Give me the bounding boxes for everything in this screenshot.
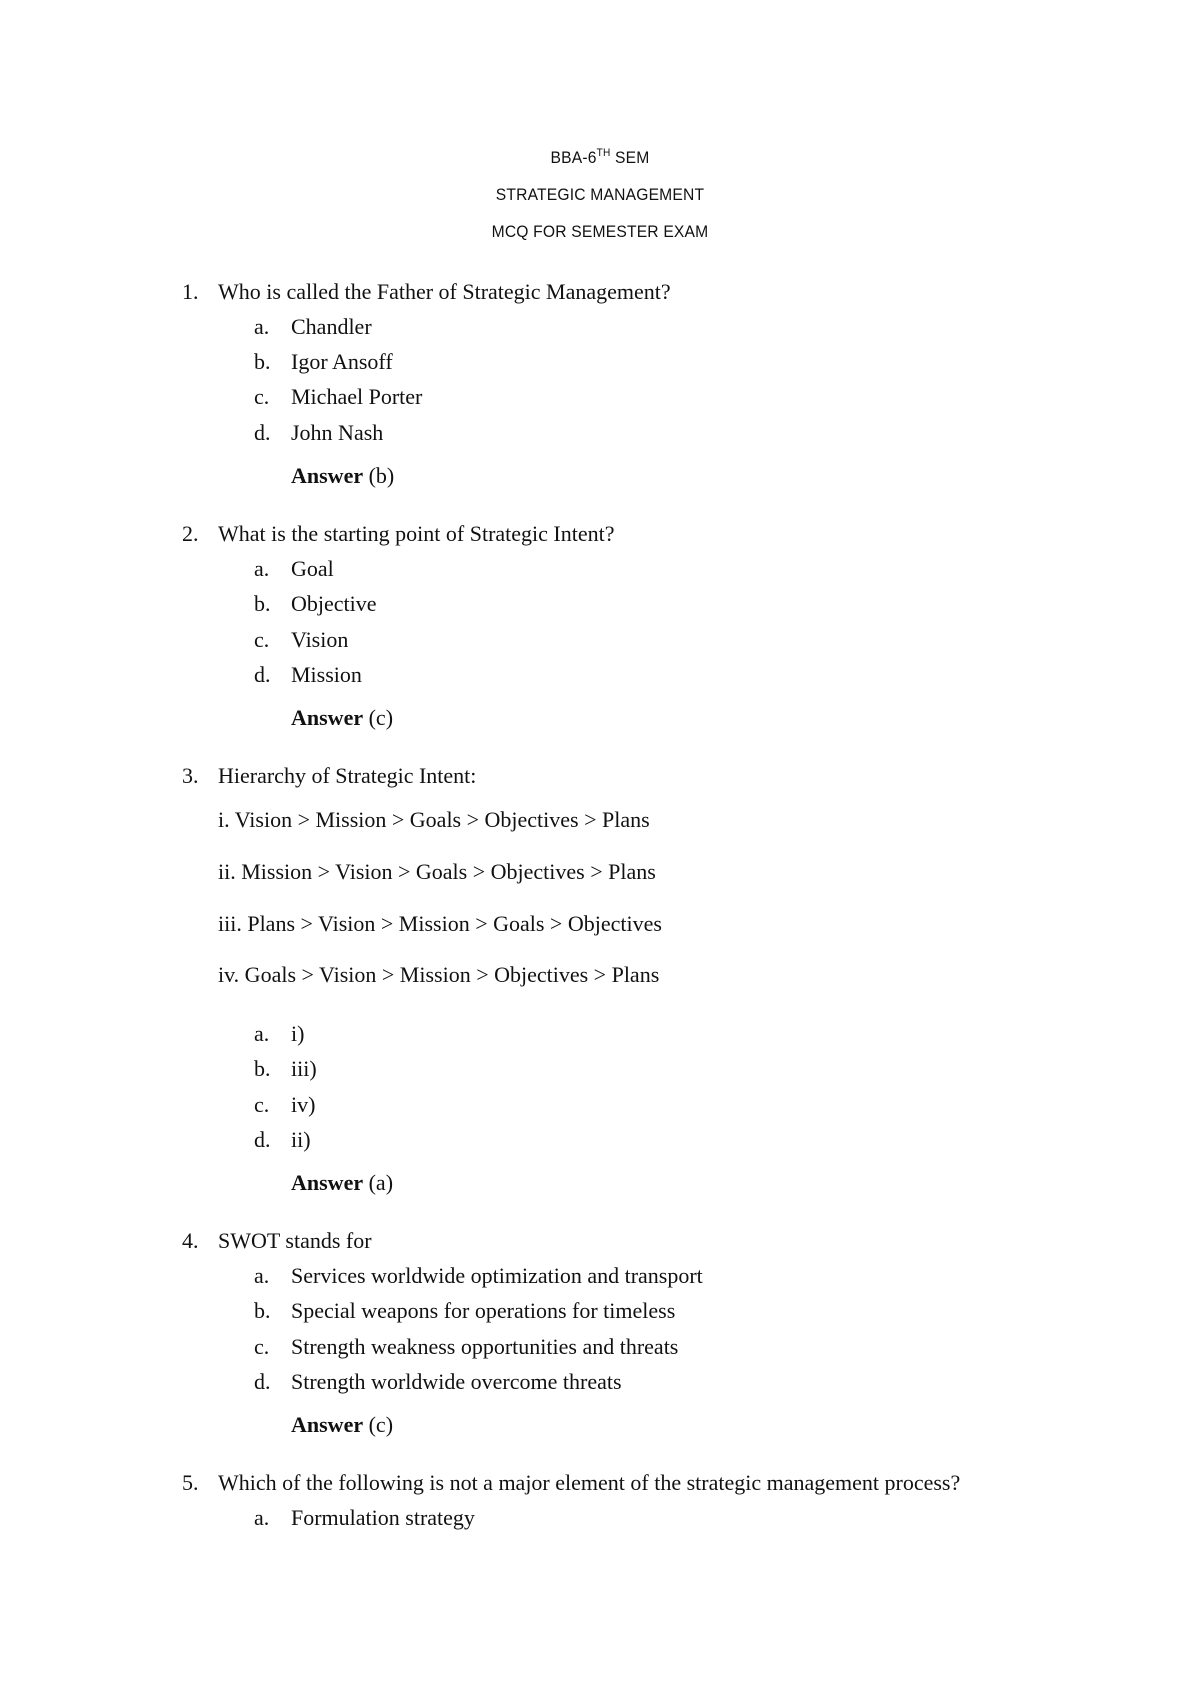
option-letter: b.: [254, 349, 271, 374]
course-title: [48, 147, 1152, 168]
question-text: Who is called the Father of Strategic Management?: [218, 279, 671, 304]
option-text: Goal: [291, 556, 334, 581]
answer-value: (c): [368, 705, 394, 730]
option-letter: d.: [254, 420, 271, 445]
course-title-superscript: TH: [596, 147, 611, 159]
option-letter: d.: [254, 662, 271, 687]
option-text: Special weapons for operations for timeless: [291, 1298, 676, 1323]
option-text: ii): [291, 1127, 311, 1152]
statement-line: iii. Plans > Vision > Mission > Goals > Objectives: [218, 911, 662, 936]
question-number: 5.: [182, 1470, 199, 1495]
statement-line: ii. Mission > Vision > Goals > Objectives > Plans: [218, 859, 656, 884]
option-letter: b.: [254, 1056, 271, 1081]
option-text: Objective: [291, 591, 377, 616]
option-text: Strength worldwide overcome threats: [291, 1369, 622, 1394]
answer-label: Answer: [291, 1412, 364, 1437]
option-text: Igor Ansoff: [291, 349, 393, 374]
option-text: i): [291, 1021, 305, 1046]
option-text: Strength weakness opportunities and threats: [291, 1334, 679, 1359]
option-letter: c.: [254, 1092, 270, 1117]
answer-label: Answer: [291, 705, 364, 730]
option-letter: a.: [254, 1505, 270, 1530]
option-letter: d.: [254, 1127, 271, 1152]
option-text: iii): [291, 1056, 317, 1081]
option-text: Vision: [291, 627, 349, 652]
option-letter: a.: [254, 1021, 270, 1046]
option-letter: b.: [254, 591, 271, 616]
subject-title: STRATEGIC MANAGEMENT: [495, 185, 705, 204]
option-text: Chandler: [291, 314, 372, 339]
option-text: Formulation strategy: [291, 1505, 475, 1530]
answer-value: (a): [368, 1170, 394, 1195]
option-text: iv): [291, 1092, 316, 1117]
question-text: What is the starting point of Strategic Intent?: [218, 521, 615, 546]
option-letter: a.: [254, 314, 270, 339]
question-number: 2.: [182, 521, 199, 546]
question-number: 4.: [182, 1228, 199, 1253]
question-number: 1.: [182, 279, 199, 304]
option-letter: b.: [254, 1298, 271, 1323]
question-text: Hierarchy of Strategic Intent:: [218, 763, 477, 788]
answer-value: (b): [368, 463, 395, 488]
statement-line: i. Vision > Mission > Goals > Objectives > Plans: [218, 807, 650, 832]
option-text: Michael Porter: [291, 384, 423, 409]
option-text: Mission: [291, 662, 362, 687]
question-number: 3.: [182, 763, 199, 788]
statement-line: iv. Goals > Vision > Mission > Objectives > Plans: [218, 962, 660, 987]
option-letter: c.: [254, 627, 270, 652]
option-letter: d.: [254, 1369, 271, 1394]
answer-line: [291, 1412, 393, 1438]
option-letter: a.: [254, 556, 270, 581]
option-letter: c.: [254, 1334, 270, 1359]
answer-label: Answer: [291, 1170, 364, 1195]
answer-label: Answer: [291, 463, 364, 488]
course-title-prefix: BBA-6: [550, 148, 597, 167]
option-letter: a.: [254, 1263, 270, 1288]
option-letter: c.: [254, 384, 270, 409]
option-text: John Nash: [291, 420, 384, 445]
exam-title: MCQ FOR SEMESTER EXAM: [491, 222, 709, 241]
question-text: SWOT stands for: [218, 1228, 372, 1253]
option-text: Services worldwide optimization and transport: [291, 1263, 703, 1288]
answer-line: [291, 1170, 393, 1196]
answer-line: [291, 463, 394, 489]
answer-line: [291, 705, 393, 731]
course-title-suffix: SEM: [610, 148, 650, 167]
answer-value: (c): [368, 1412, 394, 1437]
question-text: Which of the following is not a major element of the strategic management process?: [218, 1470, 961, 1495]
